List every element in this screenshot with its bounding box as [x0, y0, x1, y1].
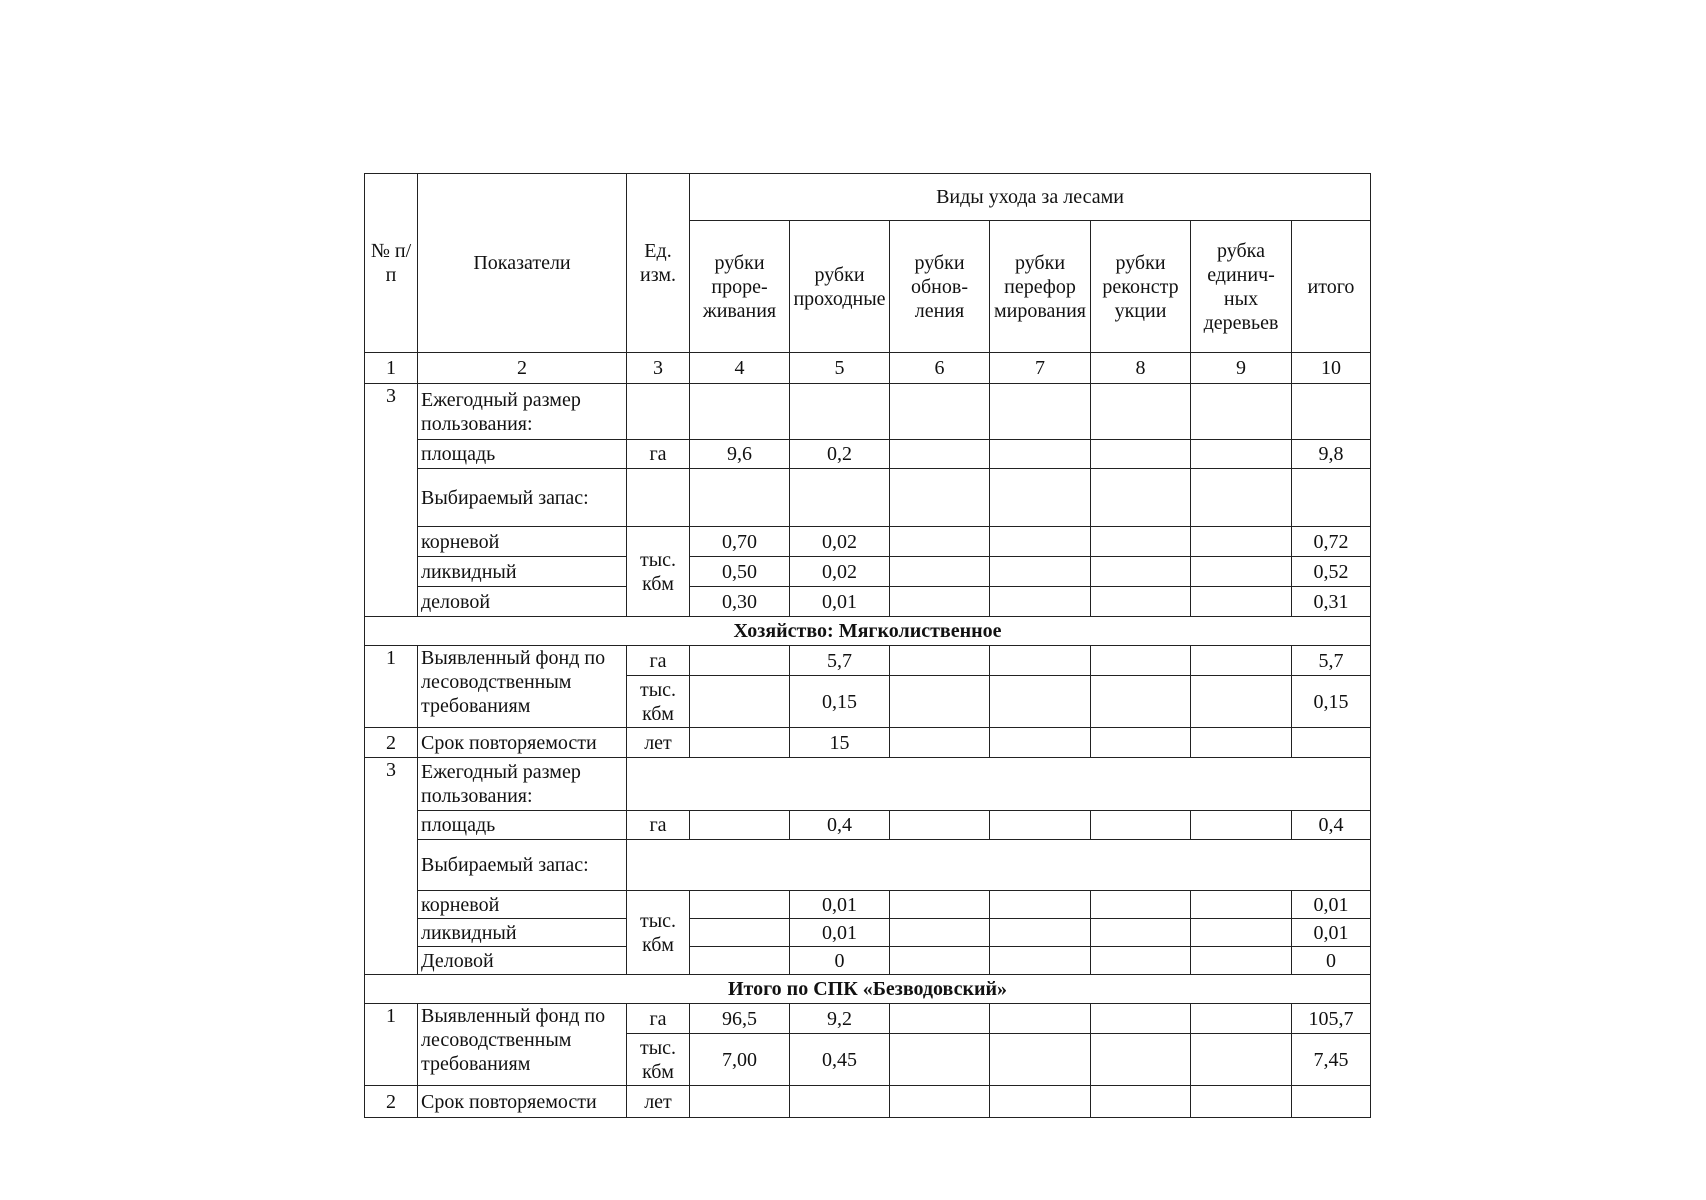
value-cell: 0: [790, 947, 890, 975]
row-label: ликвидный: [418, 557, 627, 587]
value-cell: [1091, 919, 1191, 947]
header-col-4: рубки проре-живания: [690, 221, 790, 353]
index-cell: 6: [890, 353, 990, 384]
value-cell: [990, 891, 1091, 919]
table-row: [365, 840, 1371, 891]
row-num: 1: [365, 1004, 418, 1086]
value-cell: [990, 1004, 1091, 1034]
value-cell: [990, 919, 1091, 947]
index-cell: 5: [790, 353, 890, 384]
index-cell: 3: [627, 353, 690, 384]
row-unit: га: [627, 646, 690, 676]
value-cell: 15: [790, 728, 890, 758]
row-label: Ежегодный размер пользования:: [418, 384, 627, 440]
value-cell: [690, 919, 790, 947]
value-cell: [1191, 947, 1292, 975]
value-cell: [1091, 1086, 1191, 1118]
value-cell: 0,45: [790, 1034, 890, 1086]
value-cell: [990, 646, 1091, 676]
value-cell: [1191, 1034, 1292, 1086]
value-cell: 0,02: [790, 527, 890, 557]
value-cell: [890, 646, 990, 676]
value-cell: [1191, 919, 1292, 947]
value-cell: 7,00: [690, 1034, 790, 1086]
index-cell: 10: [1292, 353, 1371, 384]
value-cell: [1091, 646, 1191, 676]
value-cell: [990, 557, 1091, 587]
section-title: Хозяйство: Мягколиственное: [365, 617, 1371, 646]
value-cell: [890, 676, 990, 728]
value-cell: 5,7: [790, 646, 890, 676]
section-title: Итого по СПК «Безводовский»: [365, 975, 1371, 1004]
value-cell: 96,5: [690, 1004, 790, 1034]
value-cell: 0,01: [1292, 919, 1371, 947]
value-cell: [1191, 440, 1292, 469]
value-cell: [890, 1004, 990, 1034]
table-row: [365, 587, 1371, 617]
value-cell: [1191, 891, 1292, 919]
value-cell: 0,31: [1292, 587, 1371, 617]
value-cell: [1191, 1086, 1292, 1118]
header-col-8: рубки реконстр укции: [1091, 221, 1191, 353]
value-cell: 0,52: [1292, 557, 1371, 587]
value-cell: [1091, 440, 1191, 469]
value-cell: [690, 676, 790, 728]
row-unit: тыс. кбм: [627, 676, 690, 728]
value-cell: [890, 919, 990, 947]
value-cell: [1091, 1034, 1191, 1086]
index-cell: 7: [990, 353, 1091, 384]
section-row: [365, 617, 1371, 646]
table-row: [365, 1004, 1371, 1034]
index-cell: 8: [1091, 353, 1191, 384]
value-cell: [1091, 811, 1191, 840]
value-cell: [1091, 527, 1191, 557]
table-row: [365, 557, 1371, 587]
row-label: Ежегодный размер пользования:: [418, 758, 627, 811]
value-cell: [1091, 587, 1191, 617]
value-cell: 0,72: [1292, 527, 1371, 557]
value-cell: [790, 1086, 890, 1118]
header-unit: Ед. изм.: [627, 174, 690, 353]
row-num: 2: [365, 728, 418, 758]
value-cell: [990, 587, 1091, 617]
value-cell: 7,45: [1292, 1034, 1371, 1086]
row-label: Выявленный фонд по лесоводственным требованиям: [418, 646, 627, 728]
value-cell: [690, 728, 790, 758]
index-cell: 2: [418, 353, 627, 384]
value-cell: [1091, 947, 1191, 975]
value-cell: [990, 1086, 1091, 1118]
value-cell: [990, 811, 1091, 840]
value-cell: [1292, 728, 1371, 758]
row-unit: лет: [627, 728, 690, 758]
row-label: деловой: [418, 587, 627, 617]
table-row: [365, 440, 1371, 469]
value-cell: 9,6: [690, 440, 790, 469]
row-num: 1: [365, 646, 418, 728]
value-cell: 0,15: [1292, 676, 1371, 728]
header-col-9: рубка единич-ных деревьев: [1191, 221, 1292, 353]
value-cell: 0,50: [690, 557, 790, 587]
value-cell: [690, 811, 790, 840]
value-cell: 105,7: [1292, 1004, 1371, 1034]
table-row: [365, 891, 1371, 919]
value-cell: 0,70: [690, 527, 790, 557]
row-unit: тыс. кбм: [627, 891, 690, 975]
value-cell: 0,4: [1292, 811, 1371, 840]
value-cell: [1091, 728, 1191, 758]
index-row: [365, 353, 1371, 384]
table-row: [365, 728, 1371, 758]
value-cell: [890, 811, 990, 840]
table-row: [365, 919, 1371, 947]
header-col-6: рубки обнов-ления: [890, 221, 990, 353]
value-cell: [1091, 891, 1191, 919]
row-num: 3: [365, 384, 418, 617]
header-col-10: итого: [1292, 221, 1371, 353]
value-cell: [690, 891, 790, 919]
value-cell: [1191, 527, 1292, 557]
value-cell: 0,02: [790, 557, 890, 587]
value-cell: [1091, 676, 1191, 728]
value-cell: [1191, 587, 1292, 617]
header-indicator: Показатели: [418, 174, 627, 353]
value-cell: 5,7: [1292, 646, 1371, 676]
row-label: площадь: [418, 811, 627, 840]
row-label: Выбираемый запас:: [418, 840, 627, 891]
value-cell: [890, 1034, 990, 1086]
value-cell: [890, 557, 990, 587]
table-row: [365, 758, 1371, 811]
value-cell: [690, 1086, 790, 1118]
value-cell: [890, 587, 990, 617]
value-cell: [990, 527, 1091, 557]
value-cell: [690, 947, 790, 975]
value-cell: [690, 646, 790, 676]
header-col-7: рубки перефор мирования: [990, 221, 1091, 353]
value-cell: 0,01: [790, 919, 890, 947]
value-cell: 0,2: [790, 440, 890, 469]
header-col-5: рубки проходные: [790, 221, 890, 353]
value-cell: [1191, 811, 1292, 840]
table-row: [365, 384, 1371, 440]
row-label: корневой: [418, 527, 627, 557]
value-cell: [1191, 676, 1292, 728]
row-unit: га: [627, 1004, 690, 1034]
value-cell: 9,2: [790, 1004, 890, 1034]
value-cell: 0: [1292, 947, 1371, 975]
value-cell: 0,15: [790, 676, 890, 728]
section-row: [365, 975, 1371, 1004]
row-num: 3: [365, 758, 418, 975]
value-cell: [890, 947, 990, 975]
value-cell: [1091, 557, 1191, 587]
index-cell: 4: [690, 353, 790, 384]
row-label: ликвидный: [418, 919, 627, 947]
value-cell: [990, 676, 1091, 728]
value-cell: [1292, 1086, 1371, 1118]
value-cell: 9,8: [1292, 440, 1371, 469]
value-cell: [1191, 646, 1292, 676]
row-num: 2: [365, 1086, 418, 1118]
table-row: [365, 1086, 1371, 1118]
value-cell: [1091, 1004, 1191, 1034]
row-unit: га: [627, 440, 690, 469]
value-cell: 0,30: [690, 587, 790, 617]
header-group: Виды ухода за лесами: [690, 174, 1371, 221]
value-cell: [890, 527, 990, 557]
row-unit: тыс. кбм: [627, 1034, 690, 1086]
value-cell: [990, 1034, 1091, 1086]
value-cell: [990, 947, 1091, 975]
value-cell: 0,01: [790, 587, 890, 617]
value-cell: [890, 1086, 990, 1118]
value-cell: [1191, 557, 1292, 587]
table-row: [365, 811, 1371, 840]
row-label: площадь: [418, 440, 627, 469]
row-label: Деловой: [418, 947, 627, 975]
index-cell: 1: [365, 353, 418, 384]
table-row: [365, 947, 1371, 975]
row-unit: га: [627, 811, 690, 840]
row-label: Срок повторяемости: [418, 1086, 627, 1118]
value-cell: [890, 728, 990, 758]
row-label: Выявленный фонд по лесоводственным требованиям: [418, 1004, 627, 1086]
value-cell: [990, 728, 1091, 758]
value-cell: 0,01: [1292, 891, 1371, 919]
header-num: № п/п: [365, 174, 418, 353]
value-cell: 0,4: [790, 811, 890, 840]
row-unit: тыс. кбм: [627, 527, 690, 617]
table-row: [365, 527, 1371, 557]
value-cell: [1191, 1004, 1292, 1034]
table-row: [365, 469, 1371, 527]
table-row: [365, 646, 1371, 676]
value-cell: [890, 440, 990, 469]
value-cell: [990, 440, 1091, 469]
index-cell: 9: [1191, 353, 1292, 384]
value-cell: [1191, 728, 1292, 758]
value-cell: [890, 891, 990, 919]
value-cell: 0,01: [790, 891, 890, 919]
row-label: корневой: [418, 891, 627, 919]
row-label: Срок повторяемости: [418, 728, 627, 758]
row-unit: лет: [627, 1086, 690, 1118]
forest-care-table: [364, 173, 1371, 1118]
row-label: Выбираемый запас:: [418, 469, 627, 527]
